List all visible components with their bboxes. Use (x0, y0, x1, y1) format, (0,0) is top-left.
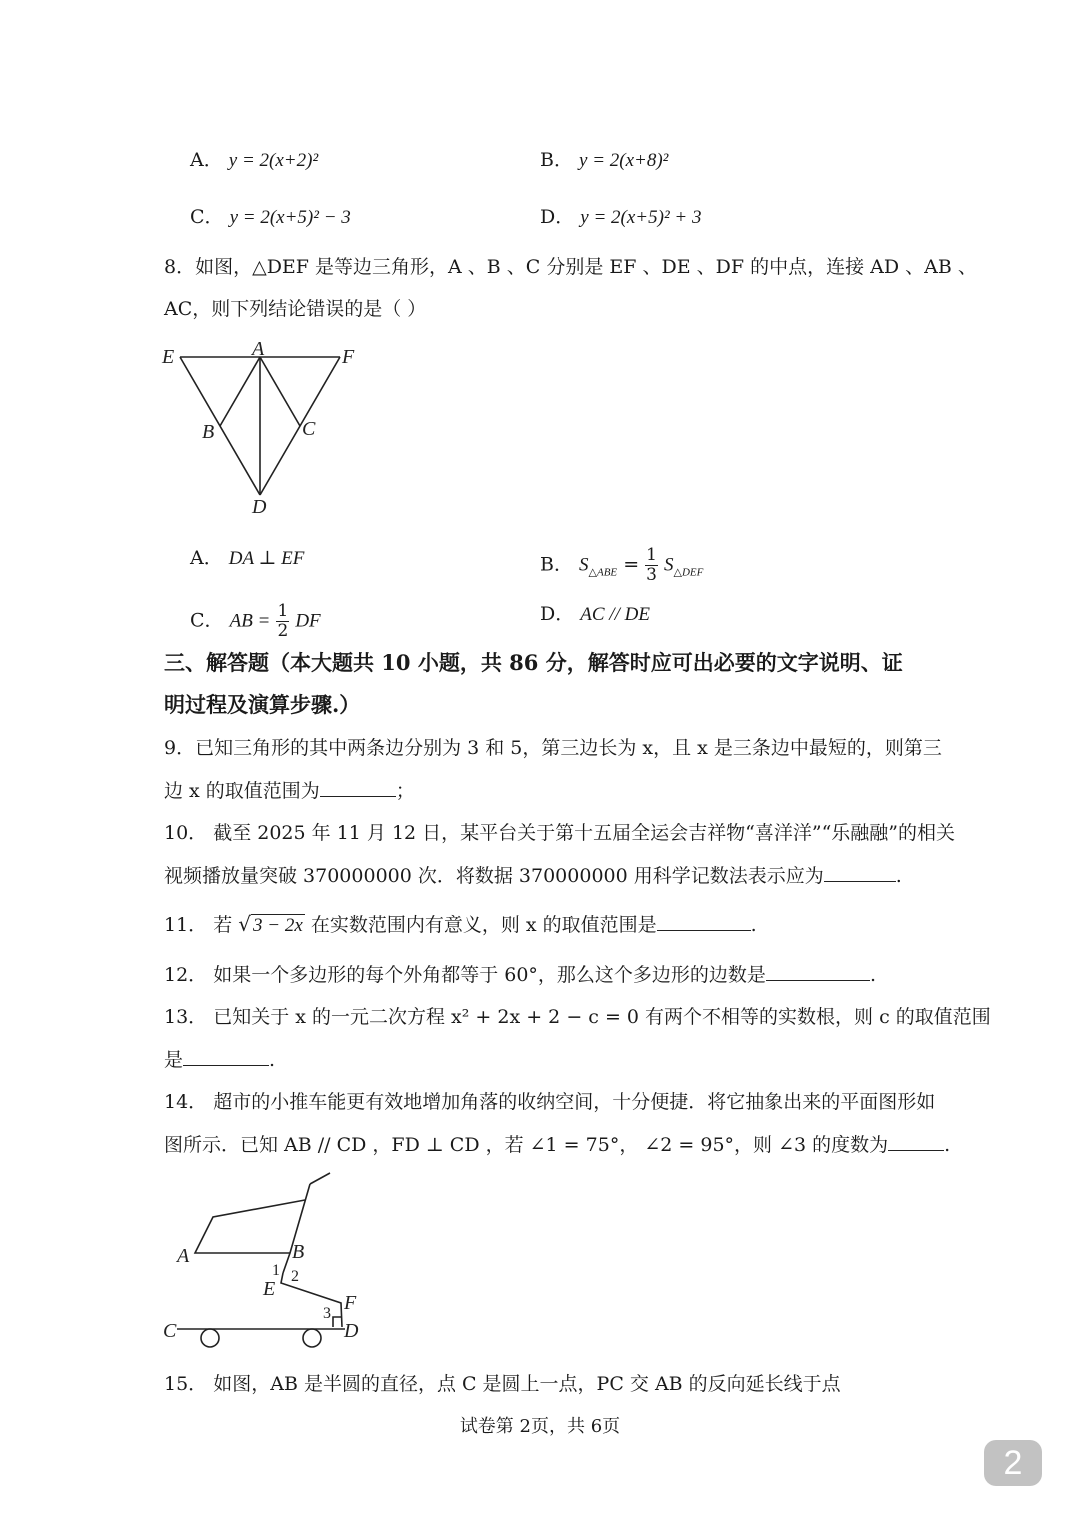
label-B: B (292, 1241, 305, 1263)
angle-label-1: 1 (272, 1262, 280, 1279)
option-lhs: AB = (229, 610, 271, 632)
option-label: A． (190, 149, 223, 171)
area-symbol: S (664, 554, 674, 576)
option-label: D． (540, 206, 575, 228)
answer-blank[interactable] (657, 912, 751, 931)
q9-line-1: 9．已知三角形的其中两条边分别为 3 和 5，第三边长为 x，且 x 是三条边中最短的，则第三 (164, 737, 942, 759)
q14-line-2 (164, 1132, 950, 1157)
page-number-badge: 2 (984, 1440, 1042, 1486)
equals-sign: = (623, 553, 640, 576)
label-C: C (163, 1320, 177, 1342)
q8-triangle-figure (150, 335, 380, 520)
q8-option-d (540, 602, 650, 627)
angle-label-3: 3 (323, 1305, 331, 1322)
q7-option-d (540, 205, 701, 230)
q8-line-2: AC，则下列结论错误的是（ ） (164, 298, 427, 320)
q14-text: 图所示．已知 AB // CD ，FD ⊥ CD ，若 ∠1 = 75°， ∠2 = 95°，则 ∠3 的度数为 (164, 1134, 889, 1156)
option-expression: y = 2(x+5)² + 3 (580, 207, 702, 228)
area-subscript: △DEF (673, 566, 704, 579)
option-rhs: DF (295, 610, 321, 632)
q8-option-c (190, 602, 321, 641)
option-label: C． (190, 609, 224, 632)
q13-line-1: 13． 已知关于 x 的一元二次方程 x² + 2x + 2 − c = 0 有两个不相等的实数根，则 c 的取值范围 (164, 1006, 991, 1028)
option-label: A． (190, 547, 223, 569)
label-E: E (263, 1278, 276, 1300)
option-label: D． (540, 603, 575, 625)
q11-post: 在实数范围内有意义，则 x 的取值范围是 (310, 914, 657, 936)
q14-line-1: 14． 超市的小推车能更有效地增加角落的收纳空间，十分便捷．将它抽象出来的平面图形如 (164, 1091, 936, 1113)
q13-text: 是 (164, 1049, 184, 1071)
q7-option-c (190, 205, 351, 230)
answer-blank[interactable] (766, 962, 870, 981)
answer-blank[interactable] (320, 778, 396, 797)
q10-line-2 (164, 863, 902, 888)
q8-line-1: 8．如图，△DEF 是等边三角形，A 、B 、C 分别是 EF 、DE 、DF 的中点，连接 AD 、AB 、 (164, 256, 977, 278)
q10-text: 视频播放量突破 370000000 次．将数据 370000000 用科学记数法表示应为 (164, 865, 824, 887)
page-footer: 试卷第 2页，共 6页 (459, 1416, 621, 1437)
label-D: D (344, 1320, 359, 1342)
label-F: F (344, 1292, 357, 1314)
option-expression: DA ⊥ EF (228, 548, 305, 569)
label-B: B (202, 421, 215, 443)
q8-option-b (540, 546, 703, 585)
option-expression: y = 2(x+5)² − 3 (229, 207, 351, 228)
q9-text: 边 x 的取值范围为 (164, 780, 320, 802)
fraction-numerator: 1 (646, 545, 657, 565)
q13-end: . (269, 1049, 276, 1071)
fraction-one-half (276, 602, 289, 641)
option-label: B． (540, 149, 573, 171)
radicand: 3 − 2x (253, 915, 303, 936)
answer-blank[interactable] (183, 1047, 269, 1066)
q14-cart-figure (155, 1165, 385, 1355)
section-heading-line-1: 三、解答题（本大题共 10 小题，共 86 分，解答时应可出必要的文字说明、证 (164, 650, 903, 675)
q9-end: ； (395, 780, 415, 802)
radical-sign: √ (238, 912, 252, 936)
q12-text: 12． 如果一个多边形的每个外角都等于 60°，那么这个多边形的边数是 (164, 964, 766, 986)
option-label: C． (190, 206, 224, 228)
q14-end: . (944, 1134, 951, 1156)
q7-option-b (540, 148, 668, 173)
q8-option-a (190, 546, 304, 571)
q11-end: . (750, 914, 757, 936)
label-D: D (252, 496, 267, 518)
label-A: A (177, 1245, 190, 1267)
q10-line-1: 10． 截至 2025 年 11 月 12 日，某平台关于第十五届全运会吉祥物“喜洋洋”“乐融融”的相关 (164, 822, 956, 844)
q13-line-2 (164, 1047, 275, 1072)
q11 (164, 912, 757, 938)
label-F: F (342, 346, 355, 368)
option-label: B． (540, 553, 573, 576)
label-C: C (302, 418, 316, 440)
q10-end: . (895, 865, 902, 887)
section-heading-line-2: 明过程及演算步骤.） (164, 692, 361, 717)
fraction-one-third (645, 546, 658, 585)
q7-option-a (190, 148, 318, 173)
option-expression: y = 2(x+2)² (228, 150, 319, 171)
angle-label-2: 2 (291, 1268, 299, 1285)
q9-line-2 (164, 778, 415, 803)
fraction-numerator: 1 (277, 601, 289, 621)
q11-pre: 11． 若 (164, 914, 233, 936)
label-E: E (162, 346, 175, 368)
fraction-denominator: 2 (277, 621, 289, 641)
fraction-denominator: 3 (646, 565, 657, 585)
area-subscript: △ABE (588, 566, 618, 579)
option-expression: y = 2(x+8)² (579, 150, 669, 171)
answer-blank[interactable] (824, 863, 896, 882)
label-A: A (252, 338, 265, 360)
answer-blank[interactable] (888, 1132, 944, 1151)
q15-line-1: 15． 如图，AB 是半圆的直径，点 C 是圆上一点，PC 交 AB 的反向延长线于点 (164, 1373, 841, 1395)
q12-end: . (869, 964, 876, 986)
option-expression: AC // DE (580, 604, 650, 625)
q12 (164, 962, 876, 987)
area-symbol: S (579, 554, 589, 576)
